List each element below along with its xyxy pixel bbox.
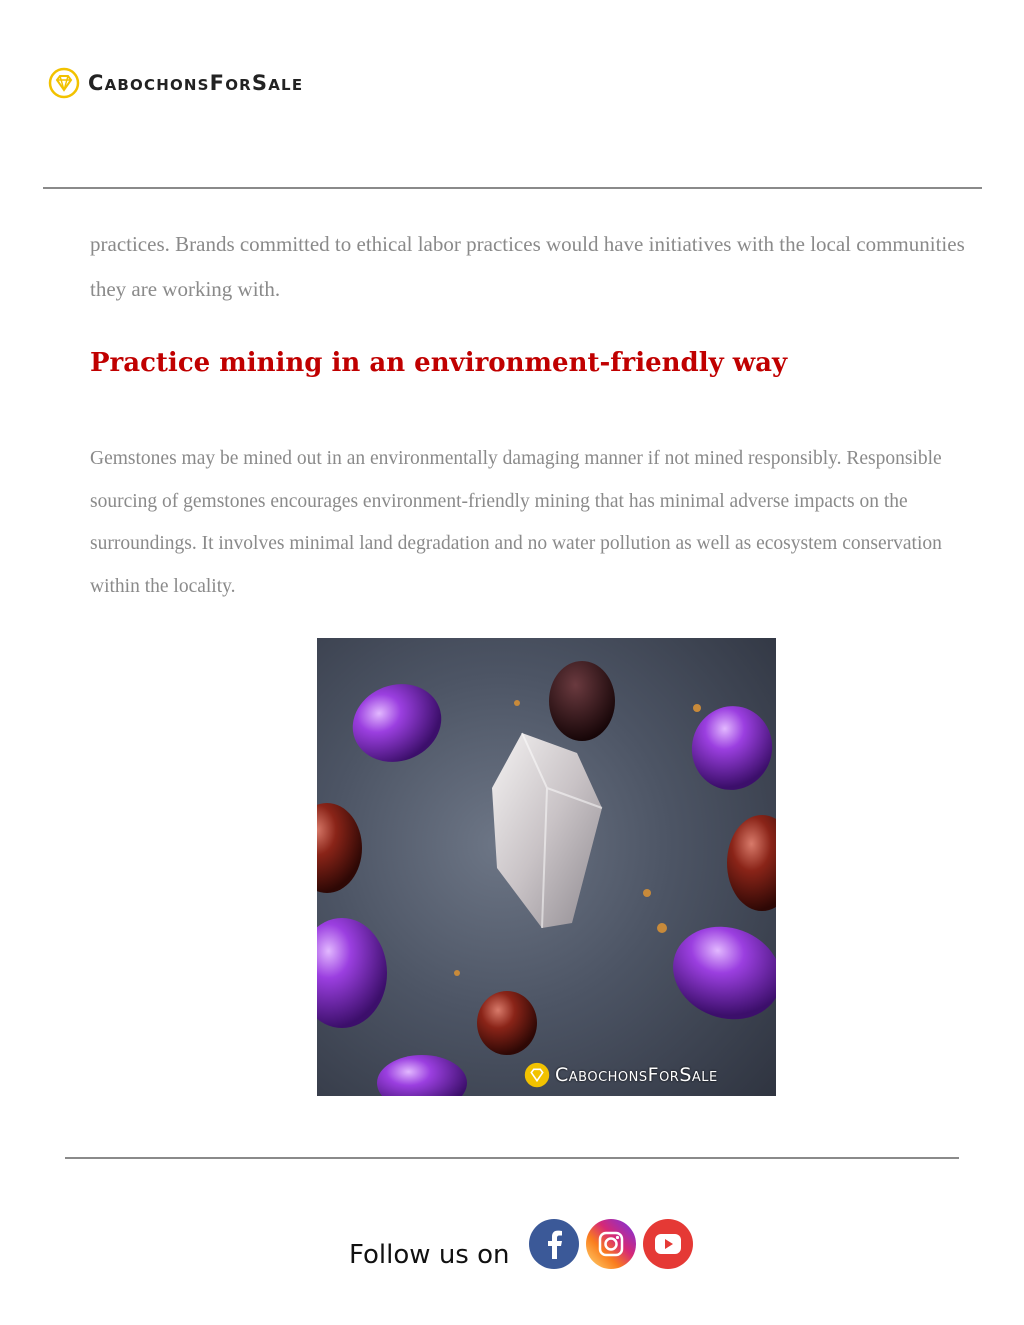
watermark-text: CabochonsForSale xyxy=(555,1064,718,1086)
photo-watermark xyxy=(524,1062,718,1088)
header-divider xyxy=(43,187,982,189)
gemstones-photo xyxy=(317,638,776,1096)
brand-logo[interactable] xyxy=(48,66,303,100)
footer-divider xyxy=(65,1157,959,1159)
brand-name: CabochonsForSale xyxy=(88,71,304,95)
instagram-link[interactable] xyxy=(585,1218,637,1270)
paragraph-body: Gemstones may be mined out in an environmentally damaging manner if not mined responsibly. Responsible sourcing of gemstones encourages environment-friendly mining that has minimal adverse impacts on the surroundings. It involves minimal land degradation and no water pollution as well as ecosystem conservation within the locality. xyxy=(90,448,942,597)
gemstones-illustration xyxy=(317,638,776,1096)
youtube-link[interactable] xyxy=(642,1218,694,1270)
follow-label: Follow us on xyxy=(349,1240,510,1270)
diamond-watermark-icon xyxy=(524,1062,550,1088)
section-heading: Practice mining in an environment-friendly way xyxy=(90,348,788,378)
facebook-link[interactable] xyxy=(528,1218,580,1270)
youtube-icon xyxy=(642,1218,694,1270)
instagram-icon xyxy=(585,1218,637,1270)
paragraph-intro: practices. Brands committed to ethical labor practices would have initiatives with the local communities they are working with. xyxy=(90,232,965,301)
facebook-icon xyxy=(528,1218,580,1270)
diamond-logo-icon xyxy=(48,67,80,99)
